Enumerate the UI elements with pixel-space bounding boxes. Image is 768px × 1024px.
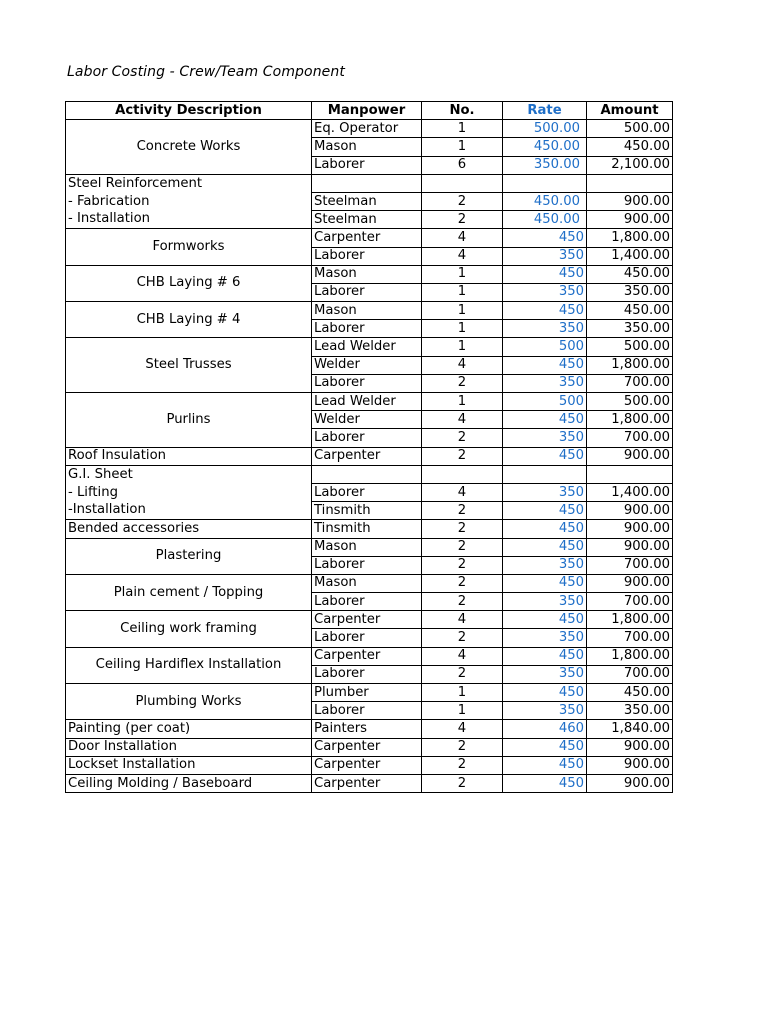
count-cell: 4 bbox=[422, 229, 503, 247]
rate-cell: 450 bbox=[503, 774, 587, 792]
count-cell: 1 bbox=[422, 320, 503, 338]
amount-cell: 450.00 bbox=[587, 302, 673, 320]
count-cell: 2 bbox=[422, 520, 503, 538]
rate-cell: 350 bbox=[503, 702, 587, 720]
amount-cell: 1,800.00 bbox=[587, 647, 673, 665]
rate-cell: 350 bbox=[503, 283, 587, 301]
manpower-cell: Welder bbox=[312, 356, 422, 374]
table-row bbox=[66, 211, 673, 229]
manpower-cell bbox=[312, 465, 422, 483]
amount-cell: 350.00 bbox=[587, 283, 673, 301]
table-row bbox=[66, 229, 673, 247]
amount-cell: 900.00 bbox=[587, 502, 673, 520]
manpower-cell: Mason bbox=[312, 265, 422, 283]
rate-cell: 450 bbox=[503, 229, 587, 247]
count-cell: 2 bbox=[422, 556, 503, 574]
amount-cell: 450.00 bbox=[587, 138, 673, 156]
rate-cell: 450 bbox=[503, 265, 587, 283]
manpower-cell: Mason bbox=[312, 574, 422, 592]
rate-cell: 450 bbox=[503, 738, 587, 756]
amount-cell: 700.00 bbox=[587, 593, 673, 611]
manpower-cell: Tinsmith bbox=[312, 502, 422, 520]
header-rate: Rate bbox=[503, 102, 587, 120]
manpower-cell: Laborer bbox=[312, 556, 422, 574]
count-cell: 6 bbox=[422, 156, 503, 174]
amount-cell: 900.00 bbox=[587, 574, 673, 592]
activity-cell: Roof Insulation bbox=[66, 447, 312, 465]
manpower-cell: Carpenter bbox=[312, 738, 422, 756]
amount-cell: 1,800.00 bbox=[587, 356, 673, 374]
activity-cell: Formworks bbox=[66, 229, 312, 265]
count-cell: 4 bbox=[422, 356, 503, 374]
activity-cell: Concrete Works bbox=[66, 120, 312, 175]
manpower-cell: Tinsmith bbox=[312, 520, 422, 538]
rate-cell: 450 bbox=[503, 538, 587, 556]
rate-cell: 450.00 bbox=[503, 192, 587, 210]
manpower-cell: Carpenter bbox=[312, 647, 422, 665]
manpower-cell: Mason bbox=[312, 538, 422, 556]
manpower-cell: Laborer bbox=[312, 156, 422, 174]
rate-cell bbox=[503, 174, 587, 192]
header-no: No. bbox=[422, 102, 503, 120]
amount-cell: 450.00 bbox=[587, 684, 673, 702]
manpower-cell: Laborer bbox=[312, 283, 422, 301]
amount-cell: 1,840.00 bbox=[587, 720, 673, 738]
amount-cell: 1,800.00 bbox=[587, 611, 673, 629]
amount-cell: 500.00 bbox=[587, 338, 673, 356]
amount-cell: 450.00 bbox=[587, 265, 673, 283]
rate-cell: 450.00 bbox=[503, 138, 587, 156]
table-row bbox=[66, 447, 673, 465]
amount-cell: 900.00 bbox=[587, 738, 673, 756]
count-cell: 1 bbox=[422, 684, 503, 702]
rate-cell: 350 bbox=[503, 593, 587, 611]
count-cell: 1 bbox=[422, 338, 503, 356]
table-row bbox=[66, 465, 673, 483]
rate-cell: 500 bbox=[503, 338, 587, 356]
rate-cell: 450 bbox=[503, 356, 587, 374]
count-cell bbox=[422, 465, 503, 483]
count-cell: 2 bbox=[422, 538, 503, 556]
count-cell: 2 bbox=[422, 429, 503, 447]
manpower-cell: Lead Welder bbox=[312, 338, 422, 356]
table-row bbox=[66, 684, 673, 702]
table-row bbox=[66, 520, 673, 538]
count-cell: 2 bbox=[422, 374, 503, 392]
rate-cell: 450 bbox=[503, 411, 587, 429]
activity-cell: Plain cement / Topping bbox=[66, 574, 312, 610]
rate-cell: 500 bbox=[503, 393, 587, 411]
activity-cell: Door Installation bbox=[66, 738, 312, 756]
header-manpower: Manpower bbox=[312, 102, 422, 120]
rate-cell: 450 bbox=[503, 520, 587, 538]
amount-cell bbox=[587, 174, 673, 192]
count-cell: 4 bbox=[422, 483, 503, 501]
table-body bbox=[66, 120, 673, 793]
amount-cell: 500.00 bbox=[587, 120, 673, 138]
amount-cell: 700.00 bbox=[587, 556, 673, 574]
activity-cell: Bended accessories bbox=[66, 520, 312, 538]
activity-cell: Painting (per coat) bbox=[66, 720, 312, 738]
activity-cell: CHB Laying # 6 bbox=[66, 265, 312, 301]
manpower-cell: Painters bbox=[312, 720, 422, 738]
manpower-cell: Laborer bbox=[312, 665, 422, 683]
count-cell: 1 bbox=[422, 265, 503, 283]
rate-cell: 350 bbox=[503, 429, 587, 447]
amount-cell: 700.00 bbox=[587, 665, 673, 683]
manpower-cell: Laborer bbox=[312, 374, 422, 392]
manpower-cell: Laborer bbox=[312, 320, 422, 338]
manpower-cell: Eq. Operator bbox=[312, 120, 422, 138]
manpower-cell: Lead Welder bbox=[312, 393, 422, 411]
rate-cell: 450 bbox=[503, 684, 587, 702]
manpower-cell: Carpenter bbox=[312, 229, 422, 247]
rate-cell: 350.00 bbox=[503, 156, 587, 174]
table-row bbox=[66, 774, 673, 792]
activity-cell: - Fabrication bbox=[66, 192, 312, 210]
amount-cell: 700.00 bbox=[587, 374, 673, 392]
count-cell: 2 bbox=[422, 447, 503, 465]
table-row bbox=[66, 174, 673, 192]
amount-cell: 900.00 bbox=[587, 192, 673, 210]
activity-cell: -Installation bbox=[66, 502, 312, 520]
rate-cell: 450.00 bbox=[503, 211, 587, 229]
manpower-cell: Plumber bbox=[312, 684, 422, 702]
activity-cell: Ceiling work framing bbox=[66, 611, 312, 647]
manpower-cell: Laborer bbox=[312, 483, 422, 501]
rate-cell: 350 bbox=[503, 629, 587, 647]
amount-cell: 900.00 bbox=[587, 774, 673, 792]
table-row bbox=[66, 538, 673, 556]
rate-cell: 450 bbox=[503, 502, 587, 520]
manpower-cell: Mason bbox=[312, 138, 422, 156]
activity-cell: CHB Laying # 4 bbox=[66, 302, 312, 338]
count-cell: 4 bbox=[422, 411, 503, 429]
count-cell: 1 bbox=[422, 283, 503, 301]
count-cell: 2 bbox=[422, 756, 503, 774]
table-row bbox=[66, 120, 673, 138]
header-activity: Activity Description bbox=[66, 102, 312, 120]
count-cell: 1 bbox=[422, 138, 503, 156]
table-row bbox=[66, 338, 673, 356]
rate-cell: 460 bbox=[503, 720, 587, 738]
count-cell: 2 bbox=[422, 665, 503, 683]
table-row bbox=[66, 720, 673, 738]
rate-cell: 450 bbox=[503, 647, 587, 665]
count-cell: 1 bbox=[422, 702, 503, 720]
table-row bbox=[66, 574, 673, 592]
rate-cell: 350 bbox=[503, 665, 587, 683]
count-cell: 1 bbox=[422, 393, 503, 411]
amount-cell: 700.00 bbox=[587, 429, 673, 447]
manpower-cell: Carpenter bbox=[312, 774, 422, 792]
rate-cell: 350 bbox=[503, 556, 587, 574]
rate-cell: 450 bbox=[503, 302, 587, 320]
count-cell: 4 bbox=[422, 720, 503, 738]
count-cell: 2 bbox=[422, 192, 503, 210]
rate-cell: 450 bbox=[503, 574, 587, 592]
amount-cell: 1,400.00 bbox=[587, 247, 673, 265]
count-cell: 4 bbox=[422, 247, 503, 265]
rate-cell: 350 bbox=[503, 320, 587, 338]
manpower-cell: Carpenter bbox=[312, 611, 422, 629]
activity-cell: Plastering bbox=[66, 538, 312, 574]
count-cell: 2 bbox=[422, 629, 503, 647]
activity-cell: Ceiling Molding / Baseboard bbox=[66, 774, 312, 792]
table-row bbox=[66, 302, 673, 320]
activity-cell: Steel Reinforcement bbox=[66, 174, 312, 192]
count-cell: 2 bbox=[422, 593, 503, 611]
table-row bbox=[66, 483, 673, 501]
header-row bbox=[66, 102, 673, 120]
manpower-cell: Laborer bbox=[312, 593, 422, 611]
amount-cell: 900.00 bbox=[587, 211, 673, 229]
manpower-cell: Laborer bbox=[312, 629, 422, 647]
table-row bbox=[66, 611, 673, 629]
rate-cell: 450 bbox=[503, 756, 587, 774]
manpower-cell: Steelman bbox=[312, 192, 422, 210]
count-cell: 1 bbox=[422, 302, 503, 320]
count-cell: 2 bbox=[422, 211, 503, 229]
amount-cell: 900.00 bbox=[587, 447, 673, 465]
amount-cell: 900.00 bbox=[587, 756, 673, 774]
rate-cell: 350 bbox=[503, 374, 587, 392]
count-cell: 2 bbox=[422, 502, 503, 520]
activity-cell: Ceiling Hardiflex Installation bbox=[66, 647, 312, 683]
table-row bbox=[66, 502, 673, 520]
activity-cell: Purlins bbox=[66, 393, 312, 448]
activity-cell: Steel Trusses bbox=[66, 338, 312, 393]
count-cell: 2 bbox=[422, 774, 503, 792]
amount-cell: 350.00 bbox=[587, 702, 673, 720]
rate-cell: 350 bbox=[503, 483, 587, 501]
amount-cell: 1,800.00 bbox=[587, 229, 673, 247]
manpower-cell: Laborer bbox=[312, 702, 422, 720]
document-title: Labor Costing - Crew/Team Component bbox=[67, 64, 345, 80]
activity-cell: Lockset Installation bbox=[66, 756, 312, 774]
amount-cell: 1,800.00 bbox=[587, 411, 673, 429]
rate-cell: 450 bbox=[503, 447, 587, 465]
rate-cell bbox=[503, 465, 587, 483]
table-row bbox=[66, 192, 673, 210]
manpower-cell: Welder bbox=[312, 411, 422, 429]
activity-cell: - Installation bbox=[66, 211, 312, 229]
manpower-cell: Laborer bbox=[312, 429, 422, 447]
table-row bbox=[66, 265, 673, 283]
table-row bbox=[66, 647, 673, 665]
labor-costing-table bbox=[65, 101, 673, 793]
amount-cell: 900.00 bbox=[587, 538, 673, 556]
amount-cell: 700.00 bbox=[587, 629, 673, 647]
table-row bbox=[66, 738, 673, 756]
amount-cell: 350.00 bbox=[587, 320, 673, 338]
count-cell: 2 bbox=[422, 574, 503, 592]
manpower-cell: Laborer bbox=[312, 247, 422, 265]
amount-cell bbox=[587, 465, 673, 483]
manpower-cell bbox=[312, 174, 422, 192]
header-amount: Amount bbox=[587, 102, 673, 120]
manpower-cell: Mason bbox=[312, 302, 422, 320]
activity-cell: Plumbing Works bbox=[66, 684, 312, 720]
amount-cell: 500.00 bbox=[587, 393, 673, 411]
amount-cell: 900.00 bbox=[587, 520, 673, 538]
manpower-cell: Carpenter bbox=[312, 447, 422, 465]
count-cell: 4 bbox=[422, 647, 503, 665]
count-cell bbox=[422, 174, 503, 192]
count-cell: 1 bbox=[422, 120, 503, 138]
amount-cell: 2,100.00 bbox=[587, 156, 673, 174]
count-cell: 2 bbox=[422, 738, 503, 756]
table-row bbox=[66, 756, 673, 774]
rate-cell: 350 bbox=[503, 247, 587, 265]
table-row bbox=[66, 393, 673, 411]
amount-cell: 1,400.00 bbox=[587, 483, 673, 501]
rate-cell: 450 bbox=[503, 611, 587, 629]
count-cell: 4 bbox=[422, 611, 503, 629]
activity-cell: - Lifting bbox=[66, 483, 312, 501]
activity-cell: G.I. Sheet bbox=[66, 465, 312, 483]
rate-cell: 500.00 bbox=[503, 120, 587, 138]
manpower-cell: Steelman bbox=[312, 211, 422, 229]
manpower-cell: Carpenter bbox=[312, 756, 422, 774]
